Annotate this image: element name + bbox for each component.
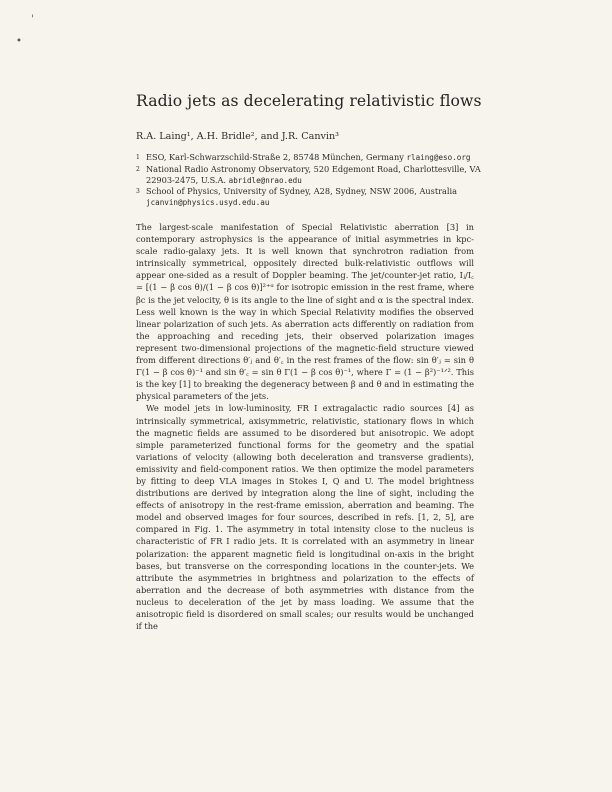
affiliation-address: School of Physics, University of Sydney, A28, Sydney, NSW 2006, Australia bbox=[146, 186, 458, 197]
affiliation-item bbox=[136, 186, 496, 209]
affiliation-number: 3 bbox=[136, 188, 140, 196]
author-list: R.A. Laing¹, A.H. Bridle², and J.R. Canvin³ bbox=[136, 131, 340, 142]
scan-mark: ' bbox=[31, 14, 34, 25]
body-paragraph: We model jets in low-luminosity, FR I extragalactic radio sources [4] as intrinsically symmetrical, axisymmetric, relativistic, stationary flows in which the magnetic fields are assumed to be disordered but anisotropic. We adopt simple parameterized functional forms for the geometry and the spatial variations of velocity (allowing both deceleration and transverse gradients), emissivity and field-component ratios. We then optimize the model parameters by fitting to deep VLA images in Stokes I, Q and U. The model brightness distributions are derived by integration along the line of sight, including the effects of anisotropy in the rest-frame emission, aberration and beaming. The model and observed images for four sources, described in refs. [1, 2, 5], are compared in Fig. 1. The asymmetry in total intensity close to the nucleus is characteristic of FR I radio jets. It is correlated with an asymmetry in linear polarization: the apparent magnetic field is longitudinal on-axis in the bright bases, but transverse on the corresponding locations in the counter-jets. We attribute the asymmetries in brightness and polarization to the effects of aberration and the decrease of both asymmetries with distance from the nucleus to deceleration of the jet by mass loading. We assume that the anisotropic field is disordered on small scales; our results would be unchanged if the bbox=[136, 403, 474, 632]
affiliation-text bbox=[146, 186, 496, 209]
affiliation-text bbox=[146, 164, 496, 187]
affiliation-email: jcanvin@physics.usyd.edu.au bbox=[146, 198, 270, 208]
paper-title: Radio jets as decelerating relativistic flows bbox=[136, 92, 482, 110]
affiliation-email: abridle@nrao.edu bbox=[228, 175, 302, 185]
affiliation-list bbox=[136, 152, 496, 209]
affiliation-number: 2 bbox=[136, 165, 140, 173]
affiliation-item bbox=[136, 152, 496, 164]
affiliation-address: ESO, Karl-Schwarzschild-Straße 2, 85748 München, Germany bbox=[146, 152, 407, 162]
affiliation-address: National Radio Astronomy Observatory, 520 Edgemont Road, Charlottesville, VA 22903-2475, U.S.A. bbox=[146, 163, 481, 185]
scan-mark: • bbox=[16, 36, 22, 47]
affiliation-number: 1 bbox=[136, 154, 140, 161]
affiliation-item bbox=[136, 164, 496, 187]
affiliation-text bbox=[146, 152, 496, 164]
affiliation-email: rlaing@eso.org bbox=[406, 153, 471, 162]
body-paragraph: The largest-scale manifestation of Special Relativistic aberration [3] in contemporary astrophysics is the appearance of initial asymmetries in kpc-scale radio-galaxy jets. It is well known that synchrotron radiation from intrinsically symmetrical, oppositely directed bulk-relativistic outflows will appear one-sided as a result of Doppler beaming. The jet/counter-jet ratio, Iⱼ/I꜀ = [(1 − β cos θ)/(1 − β cos θ)]²⁺ᵅ for isotropic emission in the rest frame, where βc is the jet velocity, θ is its angle to the line of sight and α is the spectral index. Less well known is the way in which Special Relativity modifies the observed linear polarization of such jets. As aberration acts differently on radiation from the approaching and receding jets, their observed polarization images represent two-dimensional projections of the magnetic-field structure viewed from different directions θ′ⱼ and θ′꜀ in the rest frames of the flow: sin θ′ⱼ = sin θ Γ(1 − β cos θ)⁻¹ and sin θ′꜀ = sin θ Γ(1 − β cos θ)⁻¹, where Γ = (1 − β²)⁻¹ᐟ². This is the key [1] to breaking the degeneracy between β and θ and in estimating the physical parameters of the jets. bbox=[136, 222, 474, 402]
body-text bbox=[136, 221, 474, 632]
